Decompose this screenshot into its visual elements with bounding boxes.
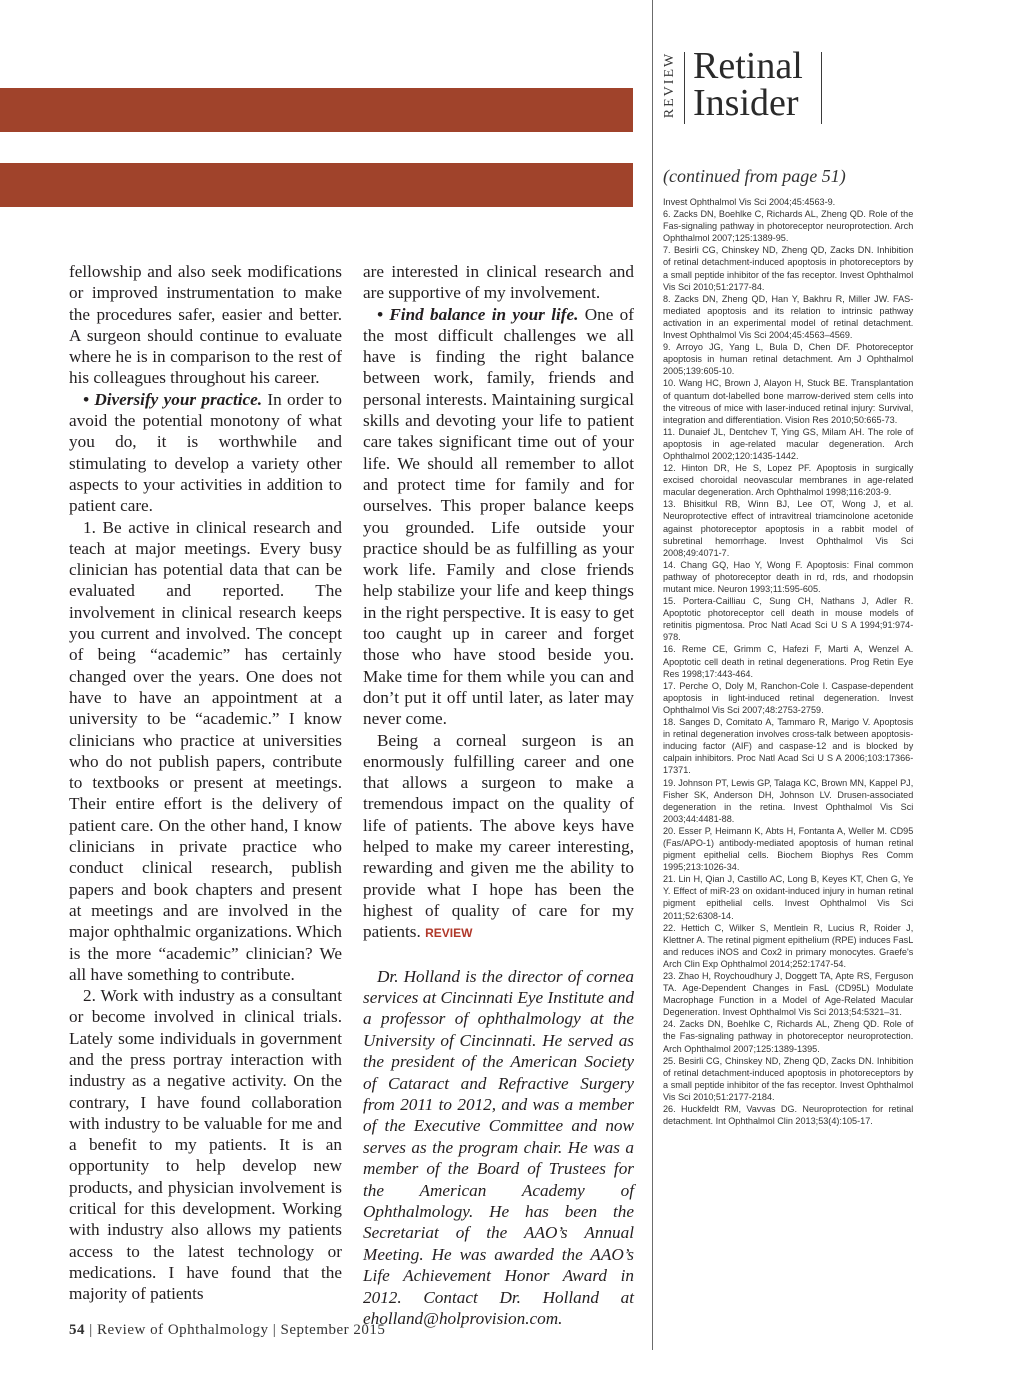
page-number: 54 xyxy=(69,1322,85,1338)
reference-item: 22. Hettich C, Wilker S, Mentlein R, Lucius R, Roider J, Klettner A. The retinal pigment epithelium (RPE) induces FasL and reduces iNOS and Cox2 in primary monocytes. Graefe's Arch Clin Exp Ophthalmol 2014;252:1747-54. xyxy=(663,921,914,969)
end-mark: REVIEW xyxy=(425,926,473,941)
reference-item: 21. Lin H, Qian J, Castillo AC, Long B, Keyes KT, Chen G, Ye Y. Effect of miR-23 on oxidant-induced injury in human retinal pigment epithelial cells. Invest Ophthalmol Vis Sci 2011;52:6308-14. xyxy=(663,873,914,921)
article-column-1 xyxy=(69,261,342,1305)
continued-note: (continued from page 51) xyxy=(663,166,846,186)
reference-item: 17. Perche O, Doly M, Ranchon-Cole I. Caspase-dependent apoptosis in light-induced retinal degeneration. Invest Ophthalmol Vis Sci 2007;48:2753-2759. xyxy=(663,679,914,715)
reference-item: 18. Sanges D, Comitato A, Tammaro R, Marigo V. Apoptosis in retinal degeneration involves cross-talk between apoptosis-inducing factor (AIF) and caspase-12 and is blocked by calpain inhibitors. Proc Natl Acad Sci U S A 2006;103:17366-17371. xyxy=(663,716,914,776)
article-column-2 xyxy=(363,261,634,1329)
issue-date: September 2015 xyxy=(280,1322,386,1338)
reference-item: 6. Zacks DN, Boehlke C, Richards AL, Zheng QD. Role of the Fas-signaling pathway in photoreceptor neuroprotection. Arch Ophthalmol 2007;125:1389-95. xyxy=(663,208,914,244)
section-masthead xyxy=(660,45,830,128)
masthead-side-label: REVIEW xyxy=(662,51,677,119)
reference-item: 13. Bhisitkul RB, Winn BJ, Lee OT, Wong J, et al. Neuroprotective effect of intravitreal triamcinolone acetonide against photoreceptor apoptosis in a rabbit model of subretinal hemorrhage. Invest Ophthalmol Vis Sci 2008;49:4071-7. xyxy=(663,498,914,558)
reference-item: 24. Zacks DN, Boehlke C, Richards AL, Zheng QD. Role of the Fas-signaling pathway in photoreceptor neuroprotection. Arch Ophthalmol 2007;125:1389-1395. xyxy=(663,1018,914,1054)
paragraph: 2. Work with industry as a consultant or become involved in clinical trials. Lately some individuals in government and the press portray interaction with industry as a negative activity. On the contrary, I have found collaboration with industry to be valuable for me and a benefit to my patients. It is an opportunity to help develop new products, and physician involvement is critical for this development. Working with industry also allows my patients access to the latest technology or medications. I have found that the majority of patients xyxy=(69,986,342,1304)
paragraph-lead: • Find balance in your life. xyxy=(377,304,579,324)
reference-item: 23. Zhao H, Roychoudhury J, Doggett TA, Apte RS, Ferguson TA. Age-Dependent Changes in FasL (CD95L) Modulate Macrophage Function in a Model of Age-Related Macular Degeneration. Invest Ophthalmol Vis Sci 2013;54:5321–31. xyxy=(663,970,914,1018)
reference-item: 26. Huckfeldt RM, Vavvas DG. Neuroprotection for retinal detachment. Int Ophthalmol Clin 2013;53(4):105-17. xyxy=(663,1103,914,1127)
reference-item: 16. Reme CE, Grimm C, Hafezi F, Marti A, Wenzel A. Apoptotic cell death in retinal degenerations. Prog Retin Eye Res 1998;17:443-464. xyxy=(663,643,914,679)
header-color-band-bottom xyxy=(0,163,633,207)
page-footer xyxy=(69,1322,385,1339)
reference-item: 19. Johnson PT, Lewis GP, Talaga KC, Brown MN, Kappel PJ, Fisher SK, Anderson DH, Johnson LV. Drusen-associated degeneration in the retina. Invest Ophthalmol Vis Sci 2003;44:4481-88. xyxy=(663,776,914,824)
footer-separator: | xyxy=(89,1322,93,1338)
paragraph: Being a corneal surgeon is an enormously fulfilling career and one that allows a surgeon to make a tremendous impact on the quality of life of patients. The above keys have helped to make my career interesting, rewarding and given me the ability to provide what I hope has been the highest of quality of care for my patients. REVIEW xyxy=(363,730,634,942)
references-list xyxy=(663,196,913,1127)
reference-item: 25. Besirli CG, Chinskey ND, Zheng QD, Zacks DN. Inhibition of retinal detachment-induced apoptosis in photoreceptors by a small peptide inhibitor of the fas receptor. Invest Ophthalmol Vis Sci 2010;51:2177-2184. xyxy=(663,1054,914,1102)
paragraph: • Diversify your practice. In order to avoid the potential monotony of what you do, it is worthwhile and stimulating to develop a variety other aspects to your activities in addition to patient care. xyxy=(69,389,342,516)
reference-item: 8. Zacks DN, Zheng QD, Han Y, Bakhru R, Miller JW. FAS-mediated apoptosis and its relation to intrinsic pathway activation in an experimental model of retinal detachment. Invest Ophthalmol Vis Sci 2004;45:4563–4569. xyxy=(663,292,914,341)
paragraph-lead: • Diversify your practice. xyxy=(83,389,263,409)
reference-item: 14. Chang GQ, Hao Y, Wong F. Apoptosis: Final common pathway of photoreceptor death in rd, rds, and rhodopsin mutant mice. Neuron 1993;11:595-605. xyxy=(663,558,914,594)
reference-item: Invest Ophthalmol Vis Sci 2004;45:4563-9. xyxy=(663,196,836,207)
journal-name: Review of Ophthalmology xyxy=(97,1322,269,1338)
reference-item: 10. Wang HC, Brown J, Alayon H, Stuck BE. Transplantation of quantum dot-labelled bone marrow-derived stem cells into the vitreous of mice with laser-induced retinal injury: Survival, integration and differentiation. Vision Res 2010;50:665-73. xyxy=(663,377,914,425)
reference-item: 15. Portera-Cailliau C, Sung CH, Nathans J, Adler R. Apoptotic photoreceptor cell death in mouse models of retinitis pigmentosa. Proc Natl Acad Sci U S A 1994;91:974-978. xyxy=(663,595,914,643)
reference-item: 11. Dunaief JL, Dentchev T, Ying GS, Milam AH. The role of apoptosis in age-related macular degeneration. Arch Ophthalmol 2002;120:1435-1442. xyxy=(663,425,914,461)
header-color-band-top xyxy=(0,88,633,132)
paragraph: 1. Be active in clinical research and teach at major meetings. Every busy clinician has potential data that can be evaluated and reported. The involvement in clinical research keeps you current and involved. The concept of being “academic” has certainly changed over the years. One does not have to have an appointment at a university to be “academic.” I know clinicians who practice at universities who do not publish papers, contribute to textbooks or present at meetings. Their entire effort is the delivery of patient care. On the other hand, I know clinicians in private practice who conduct clinical research, publish papers and book chapters and present at meetings and are involved in the major ophthalmic organizations. Which is the more “academic” clinician? We all have something to contribute. xyxy=(69,517,342,984)
masthead-left-rule xyxy=(684,52,685,124)
paragraph: are interested in clinical research and are supportive of my involvement. xyxy=(363,262,634,303)
author-bio: Dr. Holland is the director of cornea services at Cincinnati Eye Institute and a professor of ophthalmology at the University of Cincinnati. He served as the president of the American Society of Cataract and Refractive Surgery from 2011 to 2012, and was a member of the Executive Committee and now serves as the program chair. He was a member of the Board of Trustees for the American Academy of Ophthalmology. He has been the Secretariat of the AAO’s Annual Meeting. He was awarded the AAO’s Life Achievement Honor Award in 2012. Contact Dr. Holland at eholland@holprovision.com. xyxy=(363,966,634,1328)
paragraph: • Find balance in your life. One of the most difficult challenges we all have is finding the right balance between work, family, friends and personal interests. Maintaining surgical skills and devoting your life to patient care takes significant time out of your life. We should all remember to allot and protect time for family and for ourselves. This proper balance keeps you grounded. Life outside your practice should be as fulfilling as your work life. Family and close friends help stabilize your life and keep things in the right perspective. It is easy to get too caught up in career and forget those who have stood beside you. Make time for them while you can and don’t put it off until later, as later may never come. xyxy=(363,304,635,729)
footer-separator: | xyxy=(272,1322,277,1338)
paragraph: fellowship and also seek modifications or improved instrumentation to make the procedures safer, easier and better. A surgeon should continue to evaluate where he is in comparison to the rest of his colleagues throughout his career. xyxy=(69,262,342,388)
masthead-title: Retinal Insider xyxy=(693,45,803,124)
reference-item: 20. Esser P, Heimann K, Abts H, Fontanta A, Weller M. CD95 (Fas/APO-1) antibody-mediated apoptosis of human retinal pigment epithelial cells. Biochem Biophys Res Comm 1995;213:1026-34. xyxy=(663,824,914,873)
reference-item: 9. Arroyo JG, Yang L, Bula D, Chen DF. Photoreceptor apoptosis in human retinal detachment. Am J Ophthalmol 2005;139:605-10. xyxy=(663,341,914,377)
reference-item: 12. Hinton DR, He S, Lopez PF. Apoptosis in surgically excised choroidal neovascular membranes in age-related macular degeneration. Arch Ophthalmol 1998;116:203-9. xyxy=(663,462,914,498)
reference-item: 7. Besirli CG, Chinskey ND, Zheng QD, Zacks DN. Inhibition of retinal detachment-induced apoptosis in photoreceptors by a small peptide inhibitor of the fas receptor. Invest Ophthalmol Vis Sci 2010;51:2177-84. xyxy=(663,244,914,292)
masthead-right-rule xyxy=(821,52,822,124)
column-divider xyxy=(652,0,653,1350)
